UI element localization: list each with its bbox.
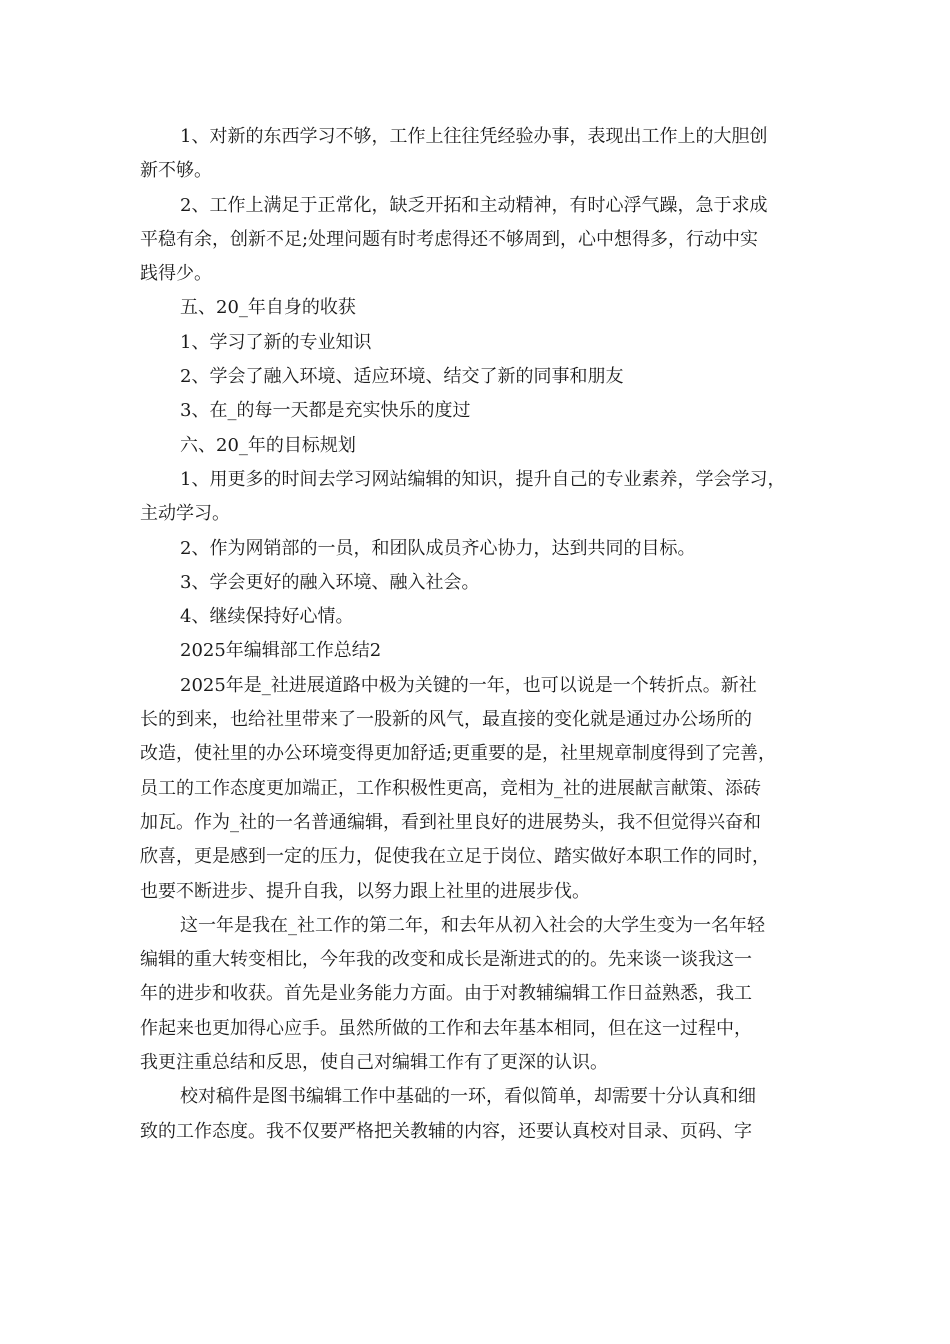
text-line: 编辑的重大转变相比，今年我的改变和成长是渐进式的的。先来谈一谈我这一	[140, 949, 752, 971]
text-line: 4、继续保持好心情。	[180, 606, 354, 628]
text-line: 3、在_的每一天都是充实快乐的度过	[180, 400, 471, 422]
text-line: 1、学习了新的专业知识	[180, 331, 372, 353]
text-line: 校对稿件是图书编辑工作中基础的一环，看似简单，却需要十分认真和细	[180, 1086, 756, 1108]
text-line: 3、学会更好的融入环境、融入社会。	[180, 571, 480, 593]
text-line: 1、对新的东西学习不够，工作上往往凭经验办事，表现出工作上的大胆创	[180, 126, 768, 147]
text-line: 也要不断进步、提升自我，以努力跟上社里的进展步伐。	[140, 880, 590, 902]
text-line: 欣喜，更是感到一定的压力，促使我在立足于岗位、踏实做好本职工作的同时，	[140, 846, 770, 868]
text-line: 年的进步和收获。首先是业务能力方面。由于对教辅编辑工作日益熟悉，我工	[140, 983, 752, 1005]
text-line: 改造，使社里的办公环境变得更加舒适;更重要的是，社里规章制度得到了完善，	[140, 743, 777, 765]
text-line: 2、学会了融入环境、适应环境、结交了新的同事和朋友	[180, 366, 624, 388]
text-line: 2、作为网销部的一员，和团队成员齐心协力，达到共同的目标。	[180, 537, 696, 559]
text-line: 长的到来，也给社里带来了一股新的风气，最直接的变化就是通过办公场所的	[140, 709, 752, 731]
text-line: 2025年是_社进展道路中极为关键的一年，也可以说是一个转折点。新社	[180, 674, 757, 696]
text-line: 这一年是我在_社工作的第二年，和去年从初入社会的大学生变为一名年轻	[180, 914, 765, 936]
text-line: 新不够。	[140, 160, 212, 182]
text-line: 1、用更多的时间去学习网站编辑的知识，提升自己的专业素养，学会学习，	[180, 468, 786, 490]
text-line: 我更注重总结和反思，使自己对编辑工作有了更深的认识。	[140, 1052, 608, 1074]
text-line: 平稳有余，创新不足;处理问题有时考虑得还不够周到，心中想得多，行动中实	[140, 228, 759, 250]
text-line: 作起来也更加得心应手。虽然所做的工作和去年基本相同，但在这一过程中，	[140, 1017, 752, 1039]
document-body	[140, 120, 820, 1149]
text-line: 主动学习。	[140, 503, 230, 525]
text-line: 六、20_年的目标规划	[180, 434, 356, 456]
text-line: 2025年编辑部工作总结2	[180, 640, 382, 662]
text-line: 五、20_年自身的收获	[180, 297, 356, 319]
text-line: 致的工作态度。我不仅要严格把关教辅的内容，还要认真校对目录、页码、字	[140, 1120, 752, 1142]
text-line: 2、工作上满足于正常化，缺乏开拓和主动精神，有时心浮气躁，急于求成	[180, 194, 768, 216]
text-line: 加瓦。作为_社的一名普通编辑，看到社里良好的进展势头，我不但觉得兴奋和	[140, 811, 761, 833]
text-line: 员工的工作态度更加端正，工作积极性更高，竞相为_社的进展献言献策、添砖	[140, 777, 761, 799]
text-line: 践得少。	[140, 263, 212, 285]
